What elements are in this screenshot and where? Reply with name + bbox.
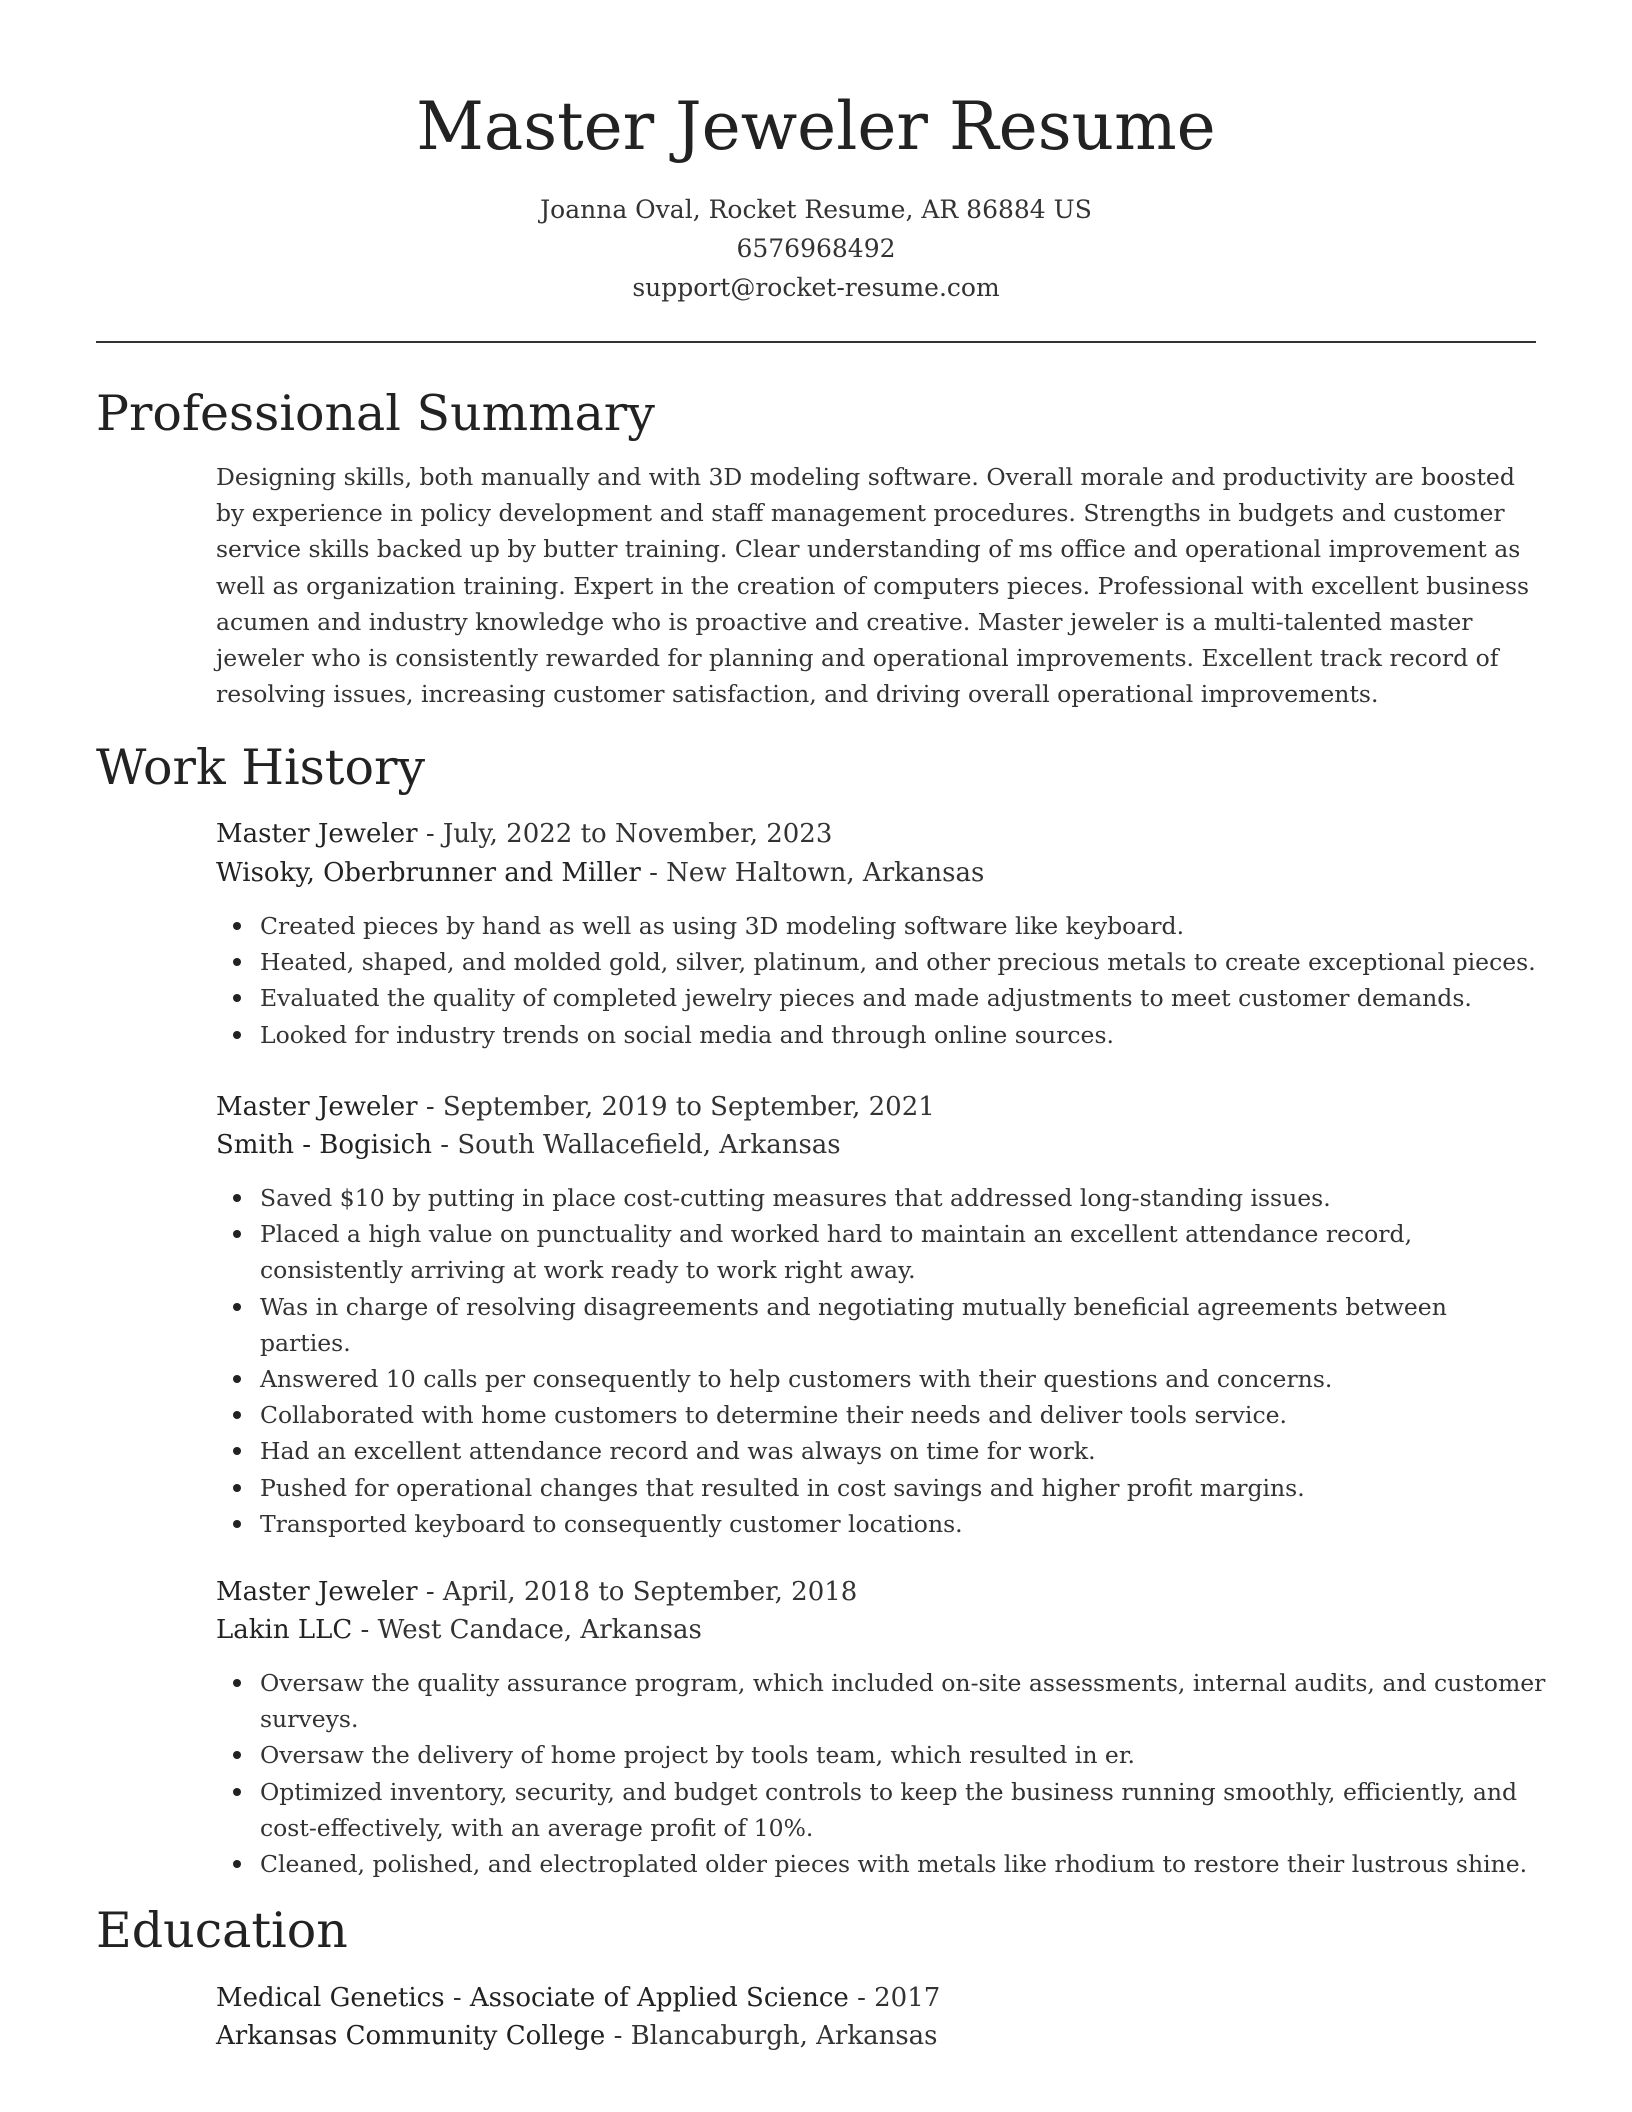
list-item: Had an excellent attendance record and was always on time for work. (260, 1433, 1546, 1469)
education-degree: Associate of Applied Science (469, 1983, 849, 2013)
job-3-bullets (216, 1665, 1546, 1882)
list-item: Pushed for operational changes that resulted in cost savings and higher profit margins. (260, 1470, 1546, 1506)
job-1-company-line (216, 855, 1536, 891)
list-item: Heated, shaped, and molded gold, silver, platinum, and other precious metals to create exceptional pieces. (260, 944, 1546, 980)
header-divider (96, 341, 1536, 343)
separator: - (352, 1615, 378, 1645)
job-location: New Haltown, Arkansas (666, 858, 985, 888)
job-dates: July, 2022 to November, 2023 (442, 819, 833, 849)
separator: - (417, 819, 443, 849)
job-title: Master Jeweler (216, 1577, 418, 1607)
job-title: Master Jeweler (216, 819, 418, 849)
list-item: Created pieces by hand as well as using 3D modeling software like keyboard. (260, 908, 1546, 944)
list-item: Cleaned, polished, and electroplated older pieces with metals like rhodium to restore their lustrous shine. (260, 1846, 1546, 1882)
list-item: Oversaw the delivery of home project by tools team, which resulted in er. (260, 1737, 1546, 1773)
job-company: Lakin LLC (216, 1615, 353, 1645)
separator: - (417, 1092, 443, 1122)
separator: - (605, 2021, 631, 2051)
education-heading: Education (96, 1902, 348, 1959)
list-item: Answered 10 calls per consequently to help customers with their questions and concerns. (260, 1361, 1546, 1397)
list-item: Oversaw the quality assurance program, which included on-site assessments, internal audits, and customer surveys. (260, 1665, 1546, 1737)
job-location: South Wallacefield, Arkansas (457, 1130, 841, 1160)
job-location: West Candace, Arkansas (377, 1615, 702, 1645)
separator: - (417, 1577, 443, 1607)
job-2-bullets (216, 1180, 1546, 1542)
job-3-company-line (216, 1612, 1536, 1648)
separator: - (444, 1983, 470, 2013)
job-2-title-line (216, 1089, 1536, 1125)
education-field: Medical Genetics (216, 1983, 445, 2013)
job-1-title-line (216, 816, 1536, 852)
job-3-title-line (216, 1574, 1536, 1610)
education-year: 2017 (874, 1983, 941, 2013)
job-company: Wisoky, Oberbrunner and Miller (216, 858, 641, 888)
work-history-heading: Work History (96, 739, 426, 796)
resume-title: Master Jeweler Resume (416, 88, 1216, 165)
separator: - (640, 858, 667, 888)
contact-block (0, 190, 1632, 307)
list-item: Collaborated with home customers to determine their needs and deliver tools service. (260, 1397, 1546, 1433)
list-item: Placed a high value on punctuality and worked hard to maintain an excellent attendance record, consistently arriving at work ready to work right away. (260, 1216, 1546, 1288)
contact-email: support@rocket-resume.com (632, 273, 1000, 302)
job-dates: April, 2018 to September, 2018 (442, 1577, 858, 1607)
list-item: Evaluated the quality of completed jewelry pieces and made adjustments to meet customer demands. (260, 980, 1546, 1016)
list-item: Looked for industry trends on social media and through online sources. (260, 1017, 1546, 1053)
job-1-bullets (216, 908, 1546, 1053)
education-degree-line (216, 1980, 1536, 2016)
summary-text: Designing skills, both manually and with 3D modeling software. Overall morale and productivity are boosted by experience in policy development and staff management procedures. Strengths in budgets and customer service skills backed up by butter training. Clear understanding of ms office and operational improvement as well as organization training. Expert in the creation of computers pieces. Professional with excellent business acumen and industry knowledge who is proactive and creative. Master jeweler is a multi-talented master jeweler who is consistently rewarded for planning and operational improvements. Excellent track record of resolving issues, increasing customer satisfaction, and driving overall operational improvements. (216, 463, 1530, 709)
job-company: Smith - Bogisich (216, 1130, 432, 1160)
education-school-line (216, 2018, 1536, 2054)
separator: - (848, 1983, 875, 2013)
job-title: Master Jeweler (216, 1092, 418, 1122)
contact-address: Joanna Oval, Rocket Resume, AR 86884 US (540, 195, 1092, 224)
job-dates: September, 2019 to September, 2021 (442, 1092, 935, 1122)
separator: - (431, 1130, 458, 1160)
job-2-company-line (216, 1127, 1536, 1163)
education-location: Blancaburgh, Arkansas (630, 2021, 938, 2051)
education-school: Arkansas Community College (216, 2021, 606, 2051)
list-item: Was in charge of resolving disagreements and negotiating mutually beneficial agreements between parties. (260, 1289, 1546, 1361)
summary-heading: Professional Summary (96, 385, 655, 442)
list-item: Optimized inventory, security, and budget controls to keep the business running smoothly, efficiently, and cost-effectively, with an average profit of 10%. (260, 1774, 1546, 1846)
list-item: Saved $10 by putting in place cost-cutting measures that addressed long-standing issues. (260, 1180, 1546, 1216)
contact-phone: 6576968492 (736, 234, 896, 263)
list-item: Transported keyboard to consequently customer locations. (260, 1506, 1546, 1542)
